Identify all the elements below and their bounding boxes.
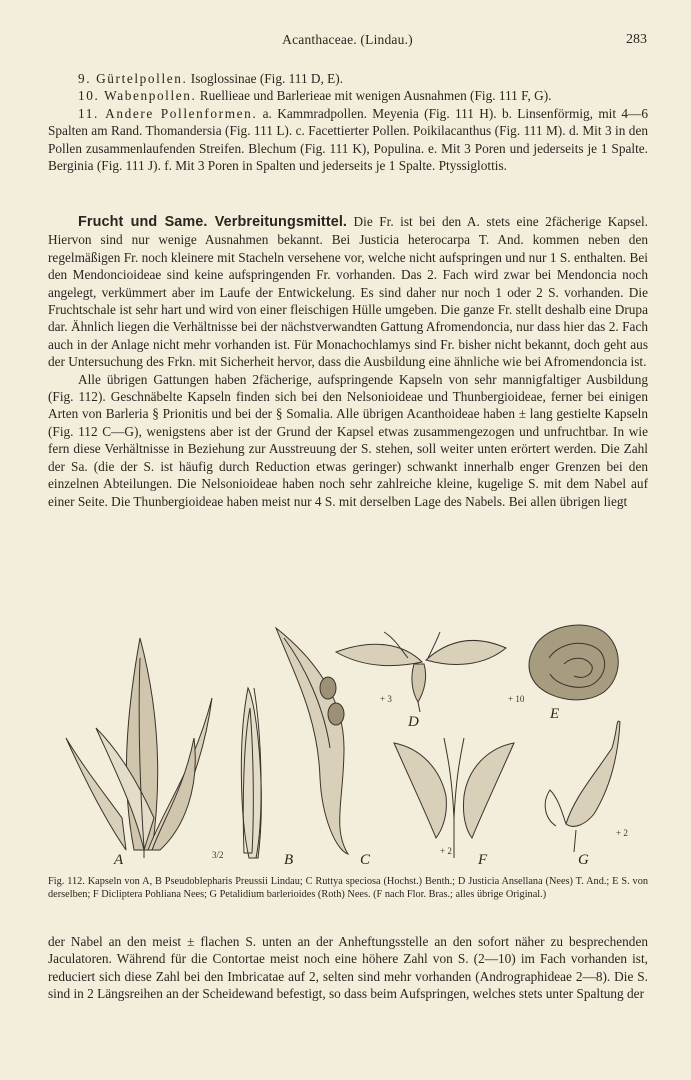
section-heading: Frucht und Same. Verbreitungsmittel. bbox=[78, 214, 348, 230]
pollen-item-11-label: 11. Andere Pollenformen. bbox=[78, 105, 258, 121]
figure-label-c: C bbox=[360, 852, 371, 868]
magnification-e: + 10 bbox=[508, 694, 525, 704]
seed-e-drawing bbox=[529, 625, 618, 700]
capsule-a-drawing bbox=[66, 638, 212, 858]
figure-label-a: A bbox=[114, 852, 124, 868]
figure-caption-text: Fig. 112. Kapseln von A, B Pseudoblepharis Preussii Lindau; C Ruttya speciosa (Hochst.) Benth.; D Justicia Ansellana (Nees) T. And.; E S. von derselben; F Dicliptera Pohliana Nees; G Petalidium barlerioides (Roth) Nees. (F nach Flor. Bras.; alles übrige Original.) bbox=[48, 876, 648, 900]
figure-label-d: D bbox=[408, 714, 419, 730]
capsule-g-drawing bbox=[545, 721, 620, 852]
capsule-d-drawing bbox=[336, 632, 506, 712]
running-head: Acanthaceae. (Lindau.) bbox=[282, 32, 413, 47]
page-number: 283 bbox=[626, 32, 647, 47]
fruit-section bbox=[48, 213, 648, 510]
magnification-g: + 2 bbox=[616, 828, 628, 838]
capsule-b-drawing bbox=[241, 688, 261, 858]
figure-112-illustration bbox=[44, 618, 654, 868]
figure-label-b: B bbox=[284, 852, 294, 868]
pollen-list bbox=[48, 70, 648, 174]
pollen-item-10-text: Ruellieae und Barlerieae mit wenigen Ausnahmen (Fig. 111 F, G). bbox=[199, 88, 552, 104]
pollen-item-9 bbox=[48, 70, 648, 87]
fruit-paragraph-1-text: Die Fr. ist bei den A. stets eine 2fächerige Kapsel. Hiervon sind nur wenige Ausnahmen bekannt. Bei Justicia heterocarpa T. And. kommen neben den regelmäßigen Fr. noch kleinere mit Stacheln versehene vor, welche nicht aufspringen und nur 1 S. enthalten. Bei den Mendoncioideae sind keine aufspringenden Fr. vorhanden. Das 2. Fach wird zwar bei Mendoncia noch angelegt, verkümmert aber im Laufe der Entwickelung. Es sind daher nur noch 1 oder 2 S. vorhanden. Die Fruchtschale ist sehr hart und wird von einer fleischigen Hülle umgeben. Die ganze Fr. stellt deshalb eine Drupa dar. Ähnlich liegen die Verhältnisse bei der nächstverwandten Gattung Afromendoncia, nur dass hier das 2. Fach auch in der Anlage nicht mehr vorhanden ist. Für Monachochlamys sind Fr. bisher nicht bekannt, doch geht aus der Untersuchung des Frkn. mit Sicherheit hervor, dass die Ausbildung eine ähnliche wie bei Afromendoncia ist. bbox=[48, 214, 648, 370]
figure-label-g: G bbox=[578, 852, 589, 868]
capsule-c-drawing bbox=[276, 628, 348, 854]
pollen-item-10 bbox=[48, 87, 648, 104]
pollen-item-10-label: 10. Wabenpollen. bbox=[78, 88, 197, 104]
pollen-item-9-text: Isoglossinae (Fig. 111 D, E). bbox=[190, 71, 344, 86]
continuation-text bbox=[48, 933, 648, 1003]
capsule-f-drawing bbox=[394, 738, 514, 858]
page-header bbox=[48, 32, 647, 52]
figure-label-e: E bbox=[550, 706, 560, 722]
pollen-item-9-label: 9. Gürtelpollen. bbox=[78, 71, 188, 86]
figure-label-f: F bbox=[478, 852, 488, 868]
pollen-item-11-text: a. Kammradpollen. Meyenia (Fig. 111 H). b. Linsenförmig, mit 4—6 Spalten am Rand. Thomandersia (Fig. 111 L). c. Facettierter Pollen. Poikilacanthus (Fig. 111 M). d. Mit 3 in den Pollen zusammenlaufenden Streifen. Blechum (Fig. 111 K), Populina. e. Mit 3 Poren und jederseits je 1 Spalte. Berginia (Fig. 111 J). f. Mit 3 Poren in Spalten und jederseits je 1 Spalte. Ptyssiglottis. bbox=[48, 105, 648, 174]
continuation-paragraph: der Nabel an den meist ± flachen S. unten an der Anheftungsstelle an den sofort näher zu besprechenden Jaculatoren. Während für die Contortae meist noch eine höhere Zahl von S. (2—10) im Fach vorhanden ist, reduciert sich diese Zahl bei den Imbricatae auf 2, selten sind mehr vorhanden (Andrographideae 2—8). Die S. sind in 2 Längsreihen an der Scheidewand befestigt, so dass beim Aufspringen, welches stets unter Spaltung der bbox=[48, 934, 648, 1002]
pollen-item-11 bbox=[48, 105, 648, 175]
fruit-paragraph-2: Alle übrigen Gattungen haben 2fächerige, aufspringende Kapseln von sehr mannigfaltiger Ausbildung (Fig. 112). Geschnäbelte Kapseln finden sich bei den Nelsonioideae und Thunbergioideae, ferner bei einigen Arten von Barleria § Prionitis und bei der § Somalia. Alle übrigen Acanthoideae haben ± lang gestielte Kapseln (Fig. 112 C—G), wenigstens aber ist der Grund der Kapsel etwas zusammengezogen und unfruchtbar. In wie fern diese Verhältnisse in Beziehung zur Ausstreuung der S. stehen, soll weiter unten erörtert werden. Die Zahl der Sa. (die der S. ist häufig durch Reduction etwas geringer) schwankt innerhalb enger Grenzen bei den einzelnen Abteilungen. Die Nelsonioideae haben noch sehr zahlreiche kleine, kugelige S. mit dem Nabel auf einer Seite. Die Thunbergioideae haben meist nur 4 S. mit derselben Lage des Nabels. Bei allen übrigen liegt bbox=[48, 371, 648, 509]
magnification-b: 3/2 bbox=[212, 850, 224, 860]
magnification-c: + 2 bbox=[440, 846, 452, 856]
magnification-d: + 3 bbox=[380, 694, 392, 704]
figure-112 bbox=[44, 618, 654, 868]
figure-caption bbox=[48, 876, 648, 901]
fruit-paragraph-1 bbox=[48, 213, 648, 371]
